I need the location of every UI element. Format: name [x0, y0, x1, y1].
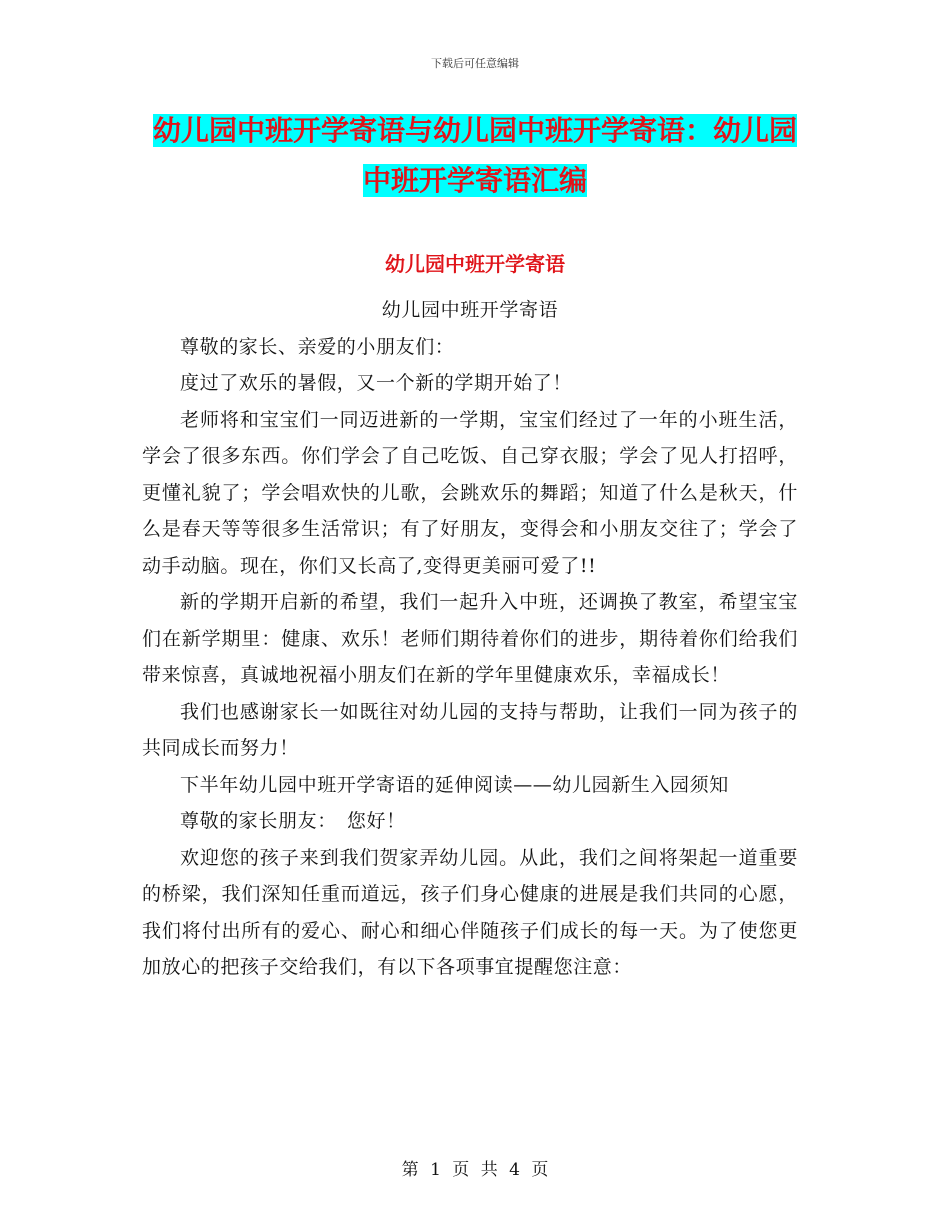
paragraph: 老师将和宝宝们一同迈进新的一学期，宝宝们经过了一年的小班生活，学会了很多东西。你们学会了自己吃饭、自己穿衣服；学会了见人打招呼，更懂礼貌了；学会唱欢快的儿歌，会跳欢乐的舞蹈；知道了什么是秋天，什么是春天等等很多生活常识；有了好朋友，变得会和小朋友交往了；学会了动手动脑。现在，你们又长高了,变得更美丽可爱了!!: [142, 408, 798, 577]
document-title: [140, 106, 810, 206]
title-line-2: 中班开学寄语汇编: [362, 164, 587, 197]
paragraph: 度过了欢乐的暑假，又一个新的学期开始了！: [180, 372, 573, 394]
page-number: 第 1 页 共 4 页: [401, 1160, 549, 1180]
paragraph: 我们也感谢家长一如既往对幼儿园的支持与帮助，让我们一同为孩子的共同成长而努力！: [142, 700, 798, 759]
paragraph: 下半年幼儿园中班开学寄语的延伸阅读——幼儿园新生入园须知: [180, 773, 729, 796]
document-body: [142, 292, 798, 986]
paragraph: 尊敬的家长、亲爱的小朋友们：: [180, 335, 455, 358]
body-subtitle: 幼儿园中班开学寄语: [381, 299, 559, 321]
paragraph: 新的学期开启新的希望，我们一起升入中班，还调换了教室，希望宝宝们在新学期里：健康、欢乐！老师们期待着你们的进步，期待着你们给我们带来惊喜，真诚地祝福小朋友们在新的学年里健康欢乐，幸福成长！: [142, 591, 798, 686]
section-title: 幼儿园中班开学寄语: [385, 252, 565, 276]
paragraph: 尊敬的家长朋友： 您好！: [180, 810, 406, 832]
paragraph: 欢迎您的孩子来到我们贺家弄幼儿园。从此，我们之间将架起一道重要的桥梁，我们深知任重而道远，孩子们身心健康的进展是我们共同的心愿，我们将付出所有的爱心、耐心和细心伴随孩子们成长的每一天。为了使您更加放心的把孩子交给我们，有以下各项事宜提醒您注意：: [142, 846, 798, 978]
title-line-1: 幼儿园中班开学寄语与幼儿园中班开学寄语：幼儿园: [152, 114, 797, 147]
header-note: 下载后可任意编辑: [431, 57, 519, 70]
